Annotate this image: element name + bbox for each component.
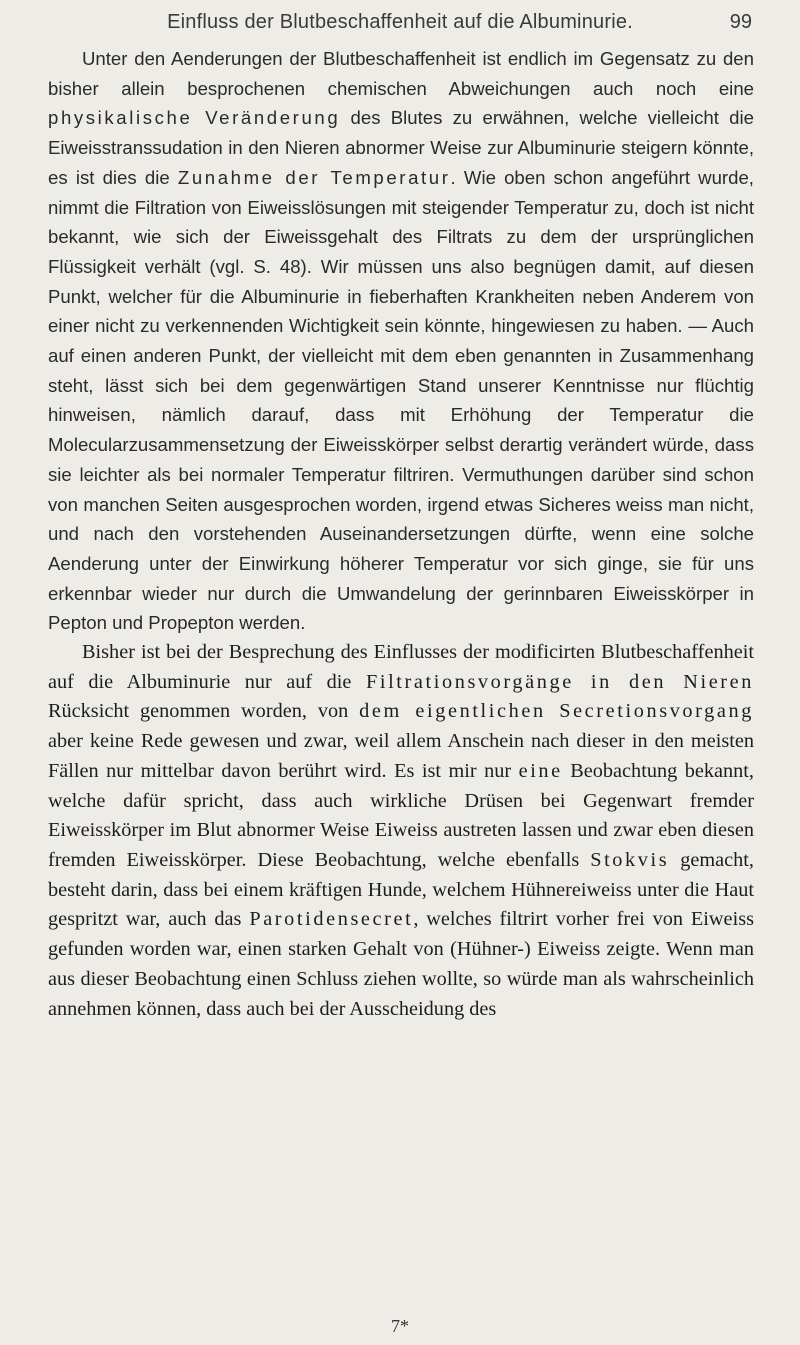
text-segment: Beobachtung bekannt, welche dafür spricht, dass auch wirkliche Drüsen bei Gegenwart fremder Eiweisskörper im Blut abnormer Weise Eiweiss austreten lassen und zwar eben diesen fremden Eiweisskörper. Diese Beobachtung, welche ebenfalls	[48, 759, 754, 871]
emphasis-spaced: Stokvis	[590, 848, 670, 871]
text-segment: aber keine Rede gewesen und zwar, weil allem Anschein nach dieser in den meisten Fällen nur mittelbar davon berührt wird. Es ist mir nur	[48, 730, 754, 782]
emphasis-spaced: Filtrationsvorgänge in den Nieren	[365, 670, 754, 693]
emphasis-spaced: eine	[518, 759, 563, 782]
emphasis-spaced: Parotidensecret	[249, 908, 414, 931]
text-segment: gemacht, besteht darin, dass bei einem kräftigen Hunde, welchem Hühnereiweiss unter die Haut gespritzt war, auch das	[48, 848, 754, 931]
page-number: 99	[729, 11, 752, 33]
text-segment: Unter den Aenderungen der Blutbeschaffenheit ist endlich im Gegensatz zu den bisher allein besprochenen chemischen Abweichungen auch noch eine	[48, 48, 754, 99]
text-segment: Rücksicht genommen worden, von	[48, 700, 360, 723]
text-segment: , welches filtrirt vorher frei von Eiweiss gefunden worden war, einen starken Gehalt von (Hühner-) Eiweiss zeigte. Wenn man aus dieser Beobachtung einen Schluss ziehen wollte, so würde man als wahrscheinlich annehmen können, dass auch bei der Ausscheidung des	[48, 908, 754, 1020]
text-segment: . Wie oben schon angeführt wurde, nimmt die Filtration von Eiweisslösungen mit steigender Temperatur zu, doch ist nicht bekannt, wie sich der Eiweissgehalt des Filtrats zu dem der ursprünglichen Flüssigkeit verhält (vgl. S. 48). Wir müssen uns also begnügen damit, auf diesen Punkt, welcher für die Albuminurie in fieberhaften Krankheiten neben Anderem von einer nicht zu verkennenden Wichtigkeit sein könnte, hingewiesen zu haben. — Auch auf einen anderen Punkt, der vielleicht mit dem eben genannten in Zusammenhang steht, lässt sich bei dem gegenwärtigen Stand unserer Kenntnisse nur flüchtig hinweisen, nämlich darauf, dass mit Erhöhung der Temperatur die Molecularzusammensetzung der Eiweisskörper selbst derartig verändert würde, dass sie leichter als bei normaler Temperatur filtriren. Vermuthungen darüber sind schon von manchen Seiten ausgesprochen worden, irgend etwas Sicheres weiss man nicht, und nach den vorstehenden Auseinandersetzungen dürfte, wenn eine solche Aenderung unter der Einwirkung höherer Temperatur vor sich ginge, sie für uns erkennbar wieder nur durch die Umwandelung der gerinnbaren Eiweisskörper in Pepton und Propepton werden.	[48, 166, 754, 634]
emphasis-spaced: dem eigentlichen Secretionsvorgang	[359, 700, 754, 723]
running-head	[0, 11, 800, 41]
emphasis-spaced: Zunahme der Temperatur	[177, 166, 451, 188]
running-title: Einfluss der Blutbeschaffenheit auf die Albuminurie.	[167, 11, 633, 33]
text-segment: Bisher ist bei der Besprechung des Einflusses der modificirten Blutbeschaffenheit auf die Albuminurie nur auf die	[48, 641, 754, 693]
paragraph-2	[48, 638, 754, 1024]
text-segment: des Blutes zu erwähnen, welche vielleicht die Eiweisstranssudation in den Nieren abnormer Weise zur Albuminurie steigern könnte, es ist dies die	[48, 107, 754, 188]
signature-mark: 7*	[391, 1316, 409, 1336]
body-text	[48, 44, 754, 1024]
paragraph-1	[48, 44, 754, 638]
emphasis-spaced: physikalische Veränderung	[48, 107, 341, 129]
